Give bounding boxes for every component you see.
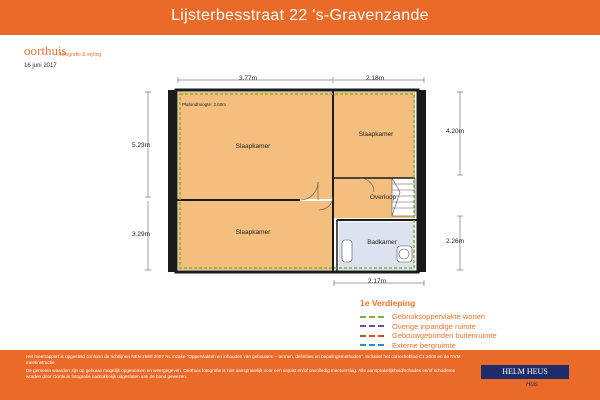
room-label-bedroom-3: Slaapkamer xyxy=(235,229,271,236)
exterior-wall-left xyxy=(168,90,176,272)
brand-sub-logo: Huis xyxy=(526,382,539,388)
dim-label-top-right: 2.18m xyxy=(366,75,385,82)
legend-label: Gebruiksoppervlakte wonen xyxy=(392,312,485,322)
legend-swatch xyxy=(360,344,384,346)
disclaimer-paragraph-1: Het meetrapport is opgesteld conform de richtlijnen NEN 2580:2007 NL inzake "Oppervlakten en inhouden van gebouwen – termen, definities en bepalingsmethoden". Inclusief het correctieblad C1:2008 en de NVM meetinstructie. xyxy=(26,354,461,365)
page-title: Lijsterbesstraat 22 's-Gravenzande xyxy=(171,7,429,24)
report-date: 16 juni 2017 xyxy=(24,63,57,69)
company-tagline: fotografie & styling xyxy=(60,52,102,58)
legend-item xyxy=(360,341,590,351)
legend-swatch xyxy=(360,316,384,318)
legend-label: Overige inpandige ruimte xyxy=(392,321,476,331)
legend-swatch xyxy=(360,325,384,327)
room-label-bathroom: Badkamer xyxy=(367,239,397,246)
footer-disclaimer xyxy=(26,354,466,382)
legend-label: Gebouwgebonden buitenruimte xyxy=(392,331,497,341)
legend-title: 1e Verdieping xyxy=(360,298,416,308)
room-label-bedroom-2: Slaapkamer xyxy=(358,131,394,138)
legend-item xyxy=(360,331,590,341)
legend-label: Externe bergruimte xyxy=(392,340,456,350)
room-label-bedroom-1: Slaapkamer xyxy=(235,143,271,150)
dim-label-left-lower: 3.29m xyxy=(132,231,151,238)
legend-swatch xyxy=(360,335,384,337)
legend-item xyxy=(360,312,590,322)
disclaimer-paragraph-2: De gemeten waarden zijn op gehouw mogelijk opgenomen en weergegeven. Oorthuis fotografie is niet aansprakelijk voor een onjuist en/of onvolledig meetverslag. Alle aansprakelijkheid/schades en/of schaderen worden door Oorthuis fotografie nadrukkelijk uitgesloten van de hand gewezen. xyxy=(26,368,456,379)
room-label-landing: Overloop xyxy=(369,194,397,201)
legend-item xyxy=(360,322,590,332)
ceiling-height-label: Plafondhoogte: 2.60m xyxy=(182,102,227,107)
dim-label-bottom: 2.17m xyxy=(368,278,387,285)
legend xyxy=(360,298,590,350)
dim-label-right-lower: 2.26m xyxy=(446,238,465,245)
dim-label-top-left: 3.77m xyxy=(239,75,258,82)
brand-logo: HELM HEUS xyxy=(481,365,569,379)
dim-label-left-upper: 5.23m xyxy=(132,142,151,149)
company-logo: oorthuis xyxy=(24,43,67,58)
dim-label-right-upper: 4.20m xyxy=(446,128,465,135)
